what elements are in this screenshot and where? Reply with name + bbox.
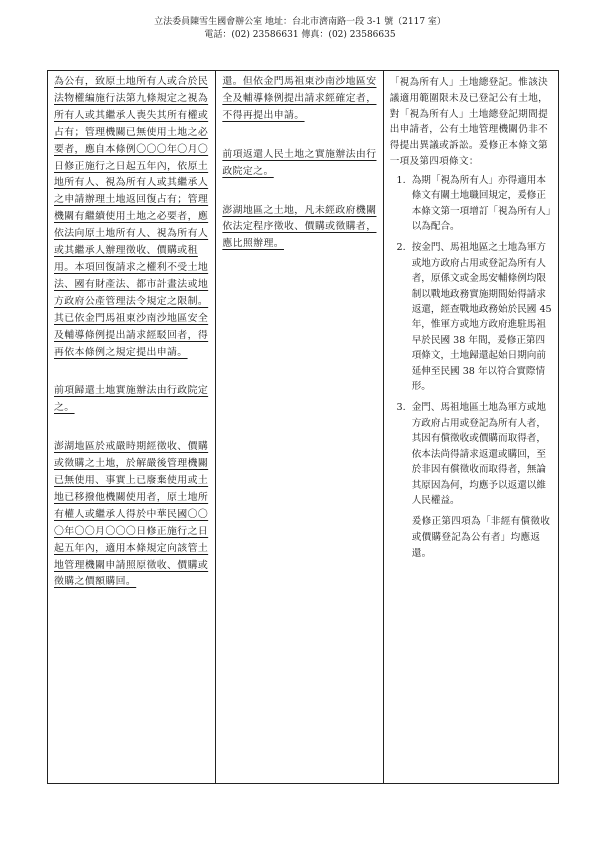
comparison-table — [47, 70, 559, 784]
explanation-column — [383, 71, 558, 783]
office-address-line: 立法委員陳雪生國會辦公室 地址：台北市濟南路一段 3-1 號（2117 室） — [154, 17, 446, 27]
list-item — [390, 240, 552, 394]
list-text: 為期「視為所有人」亦得適用本條文有關土地職回規定，爰修正本條文第一項增訂「視為所有人」以為配合。 — [411, 174, 551, 232]
list-text: 金門、馬祖地區土地為軍方或地方政府占用或登記為所有人者，其因有償徵收或價購而取得者，依本法尚得請求返還或購回，至於非因有償徵收而取得者，無論其原因為何，均應予以返還以維人民權益。 — [411, 402, 546, 506]
list-item — [390, 400, 552, 508]
page-header — [0, 16, 600, 42]
paragraph: 為公有，致原土地所有人或合於民法物權編施行法第九條規定之視為所有人或其繼承人喪失其所有權或占有；管理機關已無使用土地之必要者，應自本條例〇〇〇年〇月〇日修正施行之日起五年內，依原土地所有人、視為所有人或其繼承人之申請辦理土地返回復占有；管理機關有繼續使用土地之必要者，應依法向原土地所有人、視為所有人或其繼承人辦理徵收、價購或租用。本項回復請求之權利不受土地法、國有財產法、都市計畫法或地方政府公產管理法令規定之限制。其已依金門馬祖東沙南沙地區安全及輔導條例提出請求經駁回者，得再依本條例之規定提出申請。 — [54, 76, 209, 358]
explanation-list — [390, 173, 552, 509]
paragraph: 還。但依金門馬祖東沙南沙地區安全及輔導條例提出請求經確定者，不得再提出申請。 — [222, 76, 377, 121]
list-item — [390, 173, 552, 235]
explanation-conclusion: 爰修正第四項為「非經有償徵收或價購登記為公有者」均應返還。 — [411, 516, 551, 559]
paragraph: 前項返還人民土地之實施辦法由行政院定之。 — [222, 148, 377, 177]
list-number: 1. — [396, 174, 406, 186]
list-number: 3. — [396, 402, 406, 414]
paragraph: 前項歸還土地實施辦法由行政院定之。 — [54, 385, 209, 414]
paragraph: 澎湖地區於戒嚴時期經徵收、價購或徵購之土地，於解嚴後管理機關已無使用、事實上已廢棄使用或土地已移撥他機關使用者，原土地所有權人或繼承人得於中華民國〇〇〇年〇〇月〇〇〇日修正施行之日起五年內，適用本條規定向該管土地管理機關申請照原徵收、價購或徵購之價額購回。 — [54, 441, 209, 588]
current-text-column — [215, 71, 382, 783]
list-text: 按金門、馬祖地區之土地為軍方或地方政府占用或登記為所有人者，原係文或金馬安輔條例均限制以戰地政務實施期間始得請求返還，經查戰地政務始於民國 45 年，惟軍方或地方政府進駐馬祖早於民國 38 年間，爰修正第四項條文，土地歸還起始日期向前延伸至民國 38 年以符合實際情形。 — [411, 242, 552, 393]
proposed-text-column — [48, 71, 215, 783]
list-number: 2. — [396, 242, 406, 254]
office-phone-line: 電話：(02) 23586631 傳真：(02) 23586635 — [204, 30, 396, 40]
paragraph: 澎湖地區之土地，凡未經政府機關依法定程序徵收、價購或徵購者，應比照辦理。 — [222, 204, 377, 250]
explanation-intro: 「視為所有人」土地總登記。惟該決議適用範圍限未及已登記公有土地，對「視為所有人」土地總登記期間提出申請者，公有土地管理機關仍非不得提出異議或訴訟。爰修正本條文第一項及第四項條文： — [389, 77, 548, 167]
